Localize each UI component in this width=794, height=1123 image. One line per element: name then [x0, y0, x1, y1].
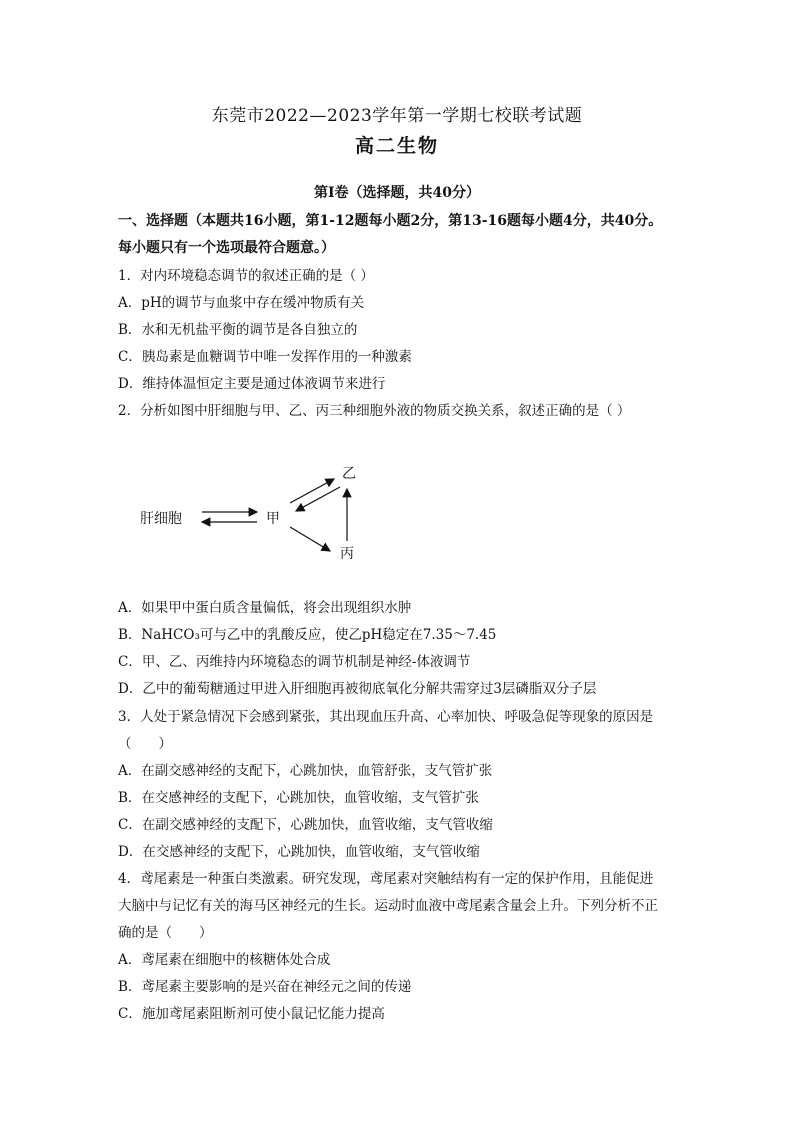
q3-option-b: B．在交感神经的支配下，心跳加快，血管收缩，支气管扩张 [118, 790, 479, 806]
arrow-yi-to-jia [296, 487, 340, 511]
q4-option-c: C．施加鸢尾素阻断剂可使小鼠记忆能力提高 [118, 1006, 385, 1022]
q2-option-a: A．如果甲中蛋白质含量偏低，将会出现组织水肿 [118, 600, 412, 616]
q3-option-c: C．在副交感神经的支配下，心跳加快，血管收缩，支气管收缩 [118, 817, 493, 833]
q1-option-b: B．水和无机盐平衡的调节是各自独立的 [118, 322, 358, 338]
q3-option-a: A．在副交感神经的支配下，心跳加快，血管舒张，支气管扩张 [118, 763, 493, 779]
q2-option-b: B．NaHCO₃可与乙中的乳酸反应，使乙pH稳定在7.35～7.45 [118, 627, 497, 643]
label-liver-cell: 肝细胞 [140, 511, 182, 527]
label-jia: 甲 [266, 511, 280, 527]
instructions-line-2: 每小题只有一个选项最符合题意。） [118, 240, 335, 256]
q3-stem-line-2: （ ） [118, 736, 172, 752]
q1-option-c: C．胰岛素是血糖调节中唯一发挥作用的一种激素 [118, 349, 412, 365]
label-yi: 乙 [342, 466, 356, 482]
label-bing: 丙 [340, 546, 354, 562]
q4-option-b: B．鸢尾素主要影响的是兴奋在神经元之间的传递 [118, 979, 412, 995]
arrow-jia-to-bing [290, 527, 330, 551]
q2-option-d: D．乙中的葡萄糖通过甲进入肝细胞再被彻底氧化分解共需穿过3层磷脂双分子层 [118, 681, 597, 697]
section-title: 第Ⅰ卷（选择题，共40分） [313, 185, 481, 201]
q3-option-d: D．在交感神经的支配下，心跳加快，血管收缩，支气管收缩 [118, 844, 480, 860]
fluid-exchange-diagram [130, 455, 390, 575]
subject-title: 高二生物 [354, 135, 439, 157]
q4-stem-line-2: 大脑中与记忆有关的海马区神经元的生长。运动时血液中鸢尾素含量会上升。下列分析不正 [118, 898, 658, 914]
q4-stem-line-3: 确的是（ ） [118, 925, 213, 941]
q1-option-a: A．pH的调节与血浆中存在缓冲物质有关 [118, 295, 365, 311]
instructions-line-1: 一、选择题（本题共16小题，第1-12题每小题2分，第13-16题每小题4分，共40分。 [118, 213, 663, 229]
q4-option-a: A．鸢尾素在细胞中的核糖体处合成 [118, 952, 331, 968]
q2-option-c: C．甲、乙、丙维持内环境稳态的调节机制是神经-体液调节 [118, 654, 471, 670]
q1-stem: 1．对内环境稳态调节的叙述正确的是（ ） [118, 268, 374, 284]
q3-stem-line-1: 3．人处于紧急情况下会感到紧张，其出现血压升高、心率加快、呼吸急促等现象的原因是 [118, 709, 654, 725]
exam-title: 东莞市2022—2023学年第一学期七校联考试题 [211, 106, 583, 126]
q4-stem-line-1: 4．鸢尾素是一种蛋白类激素。研究发现，鸢尾素对突触结构有一定的保护作用，且能促进 [118, 871, 654, 887]
arrow-jia-to-yi [290, 479, 334, 503]
q1-option-d: D．维持体温恒定主要是通过体液调节来进行 [118, 376, 386, 392]
q2-stem: 2．分析如图中肝细胞与甲、乙、丙三种细胞外液的物质交换关系，叙述正确的是（ ） [118, 403, 631, 419]
